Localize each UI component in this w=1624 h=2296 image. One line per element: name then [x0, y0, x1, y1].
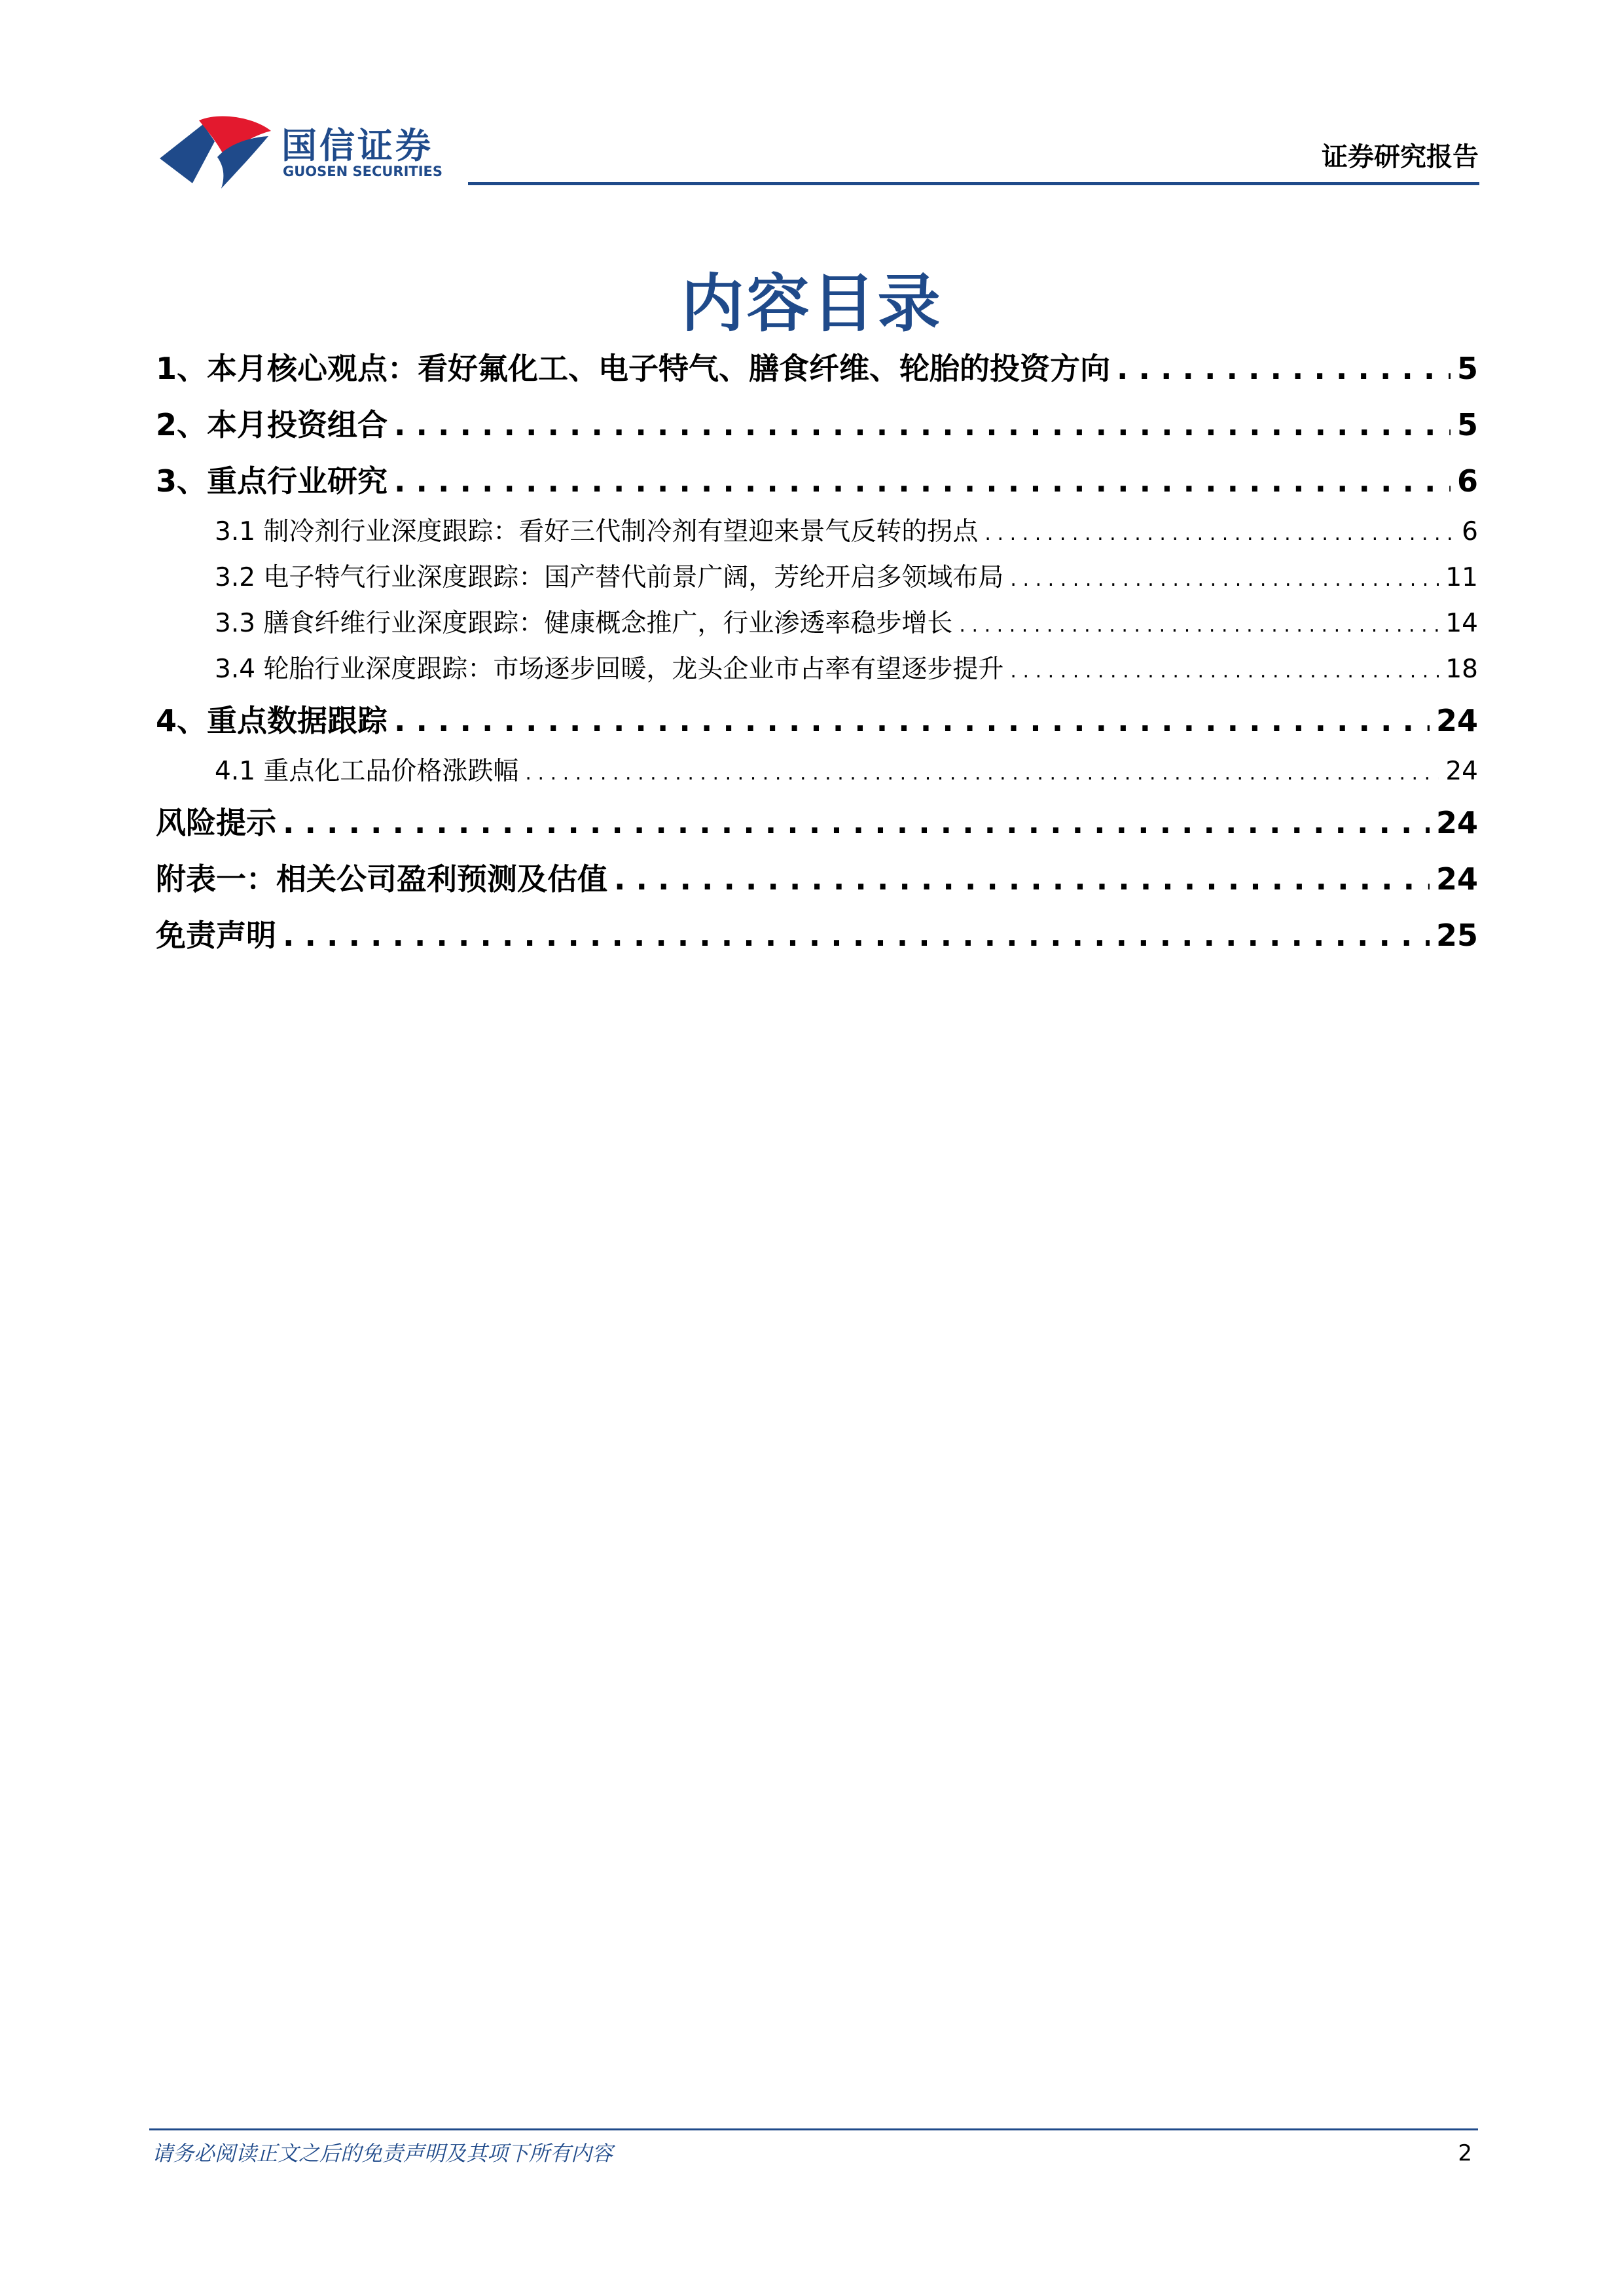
footer-divider: [149, 2128, 1478, 2130]
toc-entry[interactable]: [156, 749, 1478, 795]
toc-leader-dots: [283, 907, 1430, 963]
toc-entry[interactable]: [156, 509, 1478, 555]
toc-entry-page: 24: [1435, 703, 1478, 738]
toc-leader-dots: [283, 795, 1430, 851]
toc-entry[interactable]: [156, 647, 1478, 692]
toc-entry-label: 3.3 膳食纤维行业深度跟踪：健康概念推广，行业渗透率稳步增长: [215, 609, 953, 638]
toc-entry-label: 3、重点行业研究: [156, 463, 388, 499]
logo-english-name: GUOSEN SECURITIES: [283, 164, 443, 179]
toc-entry-label: 3.2 电子特气行业深度跟踪：国产替代前景广阔，芳纶开启多领域布局: [215, 563, 1004, 592]
table-of-contents: [156, 340, 1478, 963]
header-divider: [468, 182, 1479, 185]
toc-entry[interactable]: [156, 601, 1478, 647]
toc-leader-dots: [394, 692, 1430, 749]
toc-entry-page: 24: [1435, 861, 1478, 897]
toc-entry-page: 5: [1456, 407, 1478, 442]
toc-entry-page: 24: [1435, 805, 1478, 840]
toc-entry[interactable]: [156, 453, 1478, 509]
footer-disclaimer: 请务必阅读正文之后的免责声明及其项下所有内容: [152, 2141, 613, 2166]
guosen-logo: [157, 113, 445, 191]
toc-entry-label: 免责声明: [156, 918, 276, 953]
toc-entry-label: 2、本月投资组合: [156, 407, 388, 442]
toc-leader-dots: [1010, 649, 1439, 694]
toc-entry[interactable]: [156, 555, 1478, 601]
toc-entry[interactable]: [156, 795, 1478, 851]
toc-entry-label: 4、重点数据跟踪: [156, 703, 388, 738]
toc-leader-dots: [394, 397, 1451, 453]
guosen-logo-icon: [157, 113, 275, 191]
report-type-label: 证券研究报告: [1322, 142, 1479, 172]
toc-entry[interactable]: [156, 692, 1478, 749]
toc-entry-page: 5: [1456, 351, 1478, 386]
toc-leader-dots: [1010, 557, 1439, 603]
toc-entry-page: 24: [1445, 757, 1478, 786]
toc-entry-label: 风险提示: [156, 805, 276, 840]
toc-entry-page: 25: [1435, 918, 1478, 953]
toc-entry-page: 18: [1445, 655, 1478, 684]
toc-leader-dots: [984, 511, 1455, 557]
toc-entry-label: 附表一：相关公司盈利预测及估值: [156, 861, 607, 897]
toc-leader-dots: [614, 851, 1430, 907]
toc-entry-page: 14: [1445, 609, 1478, 638]
logo-chinese-name: 国信证券: [281, 125, 433, 166]
toc-leader-dots: [394, 453, 1451, 509]
toc-entry-label: 1、本月核心观点：看好氟化工、电子特气、膳食纤维、轮胎的投资方向: [156, 351, 1111, 386]
toc-entry-label: 3.4 轮胎行业深度跟踪：市场逐步回暖，龙头企业市占率有望逐步提升: [215, 655, 1004, 684]
toc-entry-page: 6: [1456, 463, 1478, 499]
toc-entry-label: 4.1 重点化工品价格涨跌幅: [215, 757, 519, 786]
page-number: 2: [1458, 2140, 1472, 2166]
toc-entry[interactable]: [156, 907, 1478, 963]
toc-entry-page: 6: [1462, 517, 1478, 547]
toc-entry[interactable]: [156, 851, 1478, 907]
toc-leader-dots: [525, 751, 1439, 797]
toc-entry[interactable]: [156, 340, 1478, 397]
toc-title: 内容目录: [681, 267, 943, 340]
toc-leader-dots: [959, 603, 1439, 649]
toc-entry[interactable]: [156, 397, 1478, 453]
toc-entry-label: 3.1 制冷剂行业深度跟踪：看好三代制冷剂有望迎来景气反转的拐点: [215, 517, 979, 547]
toc-entry-page: 11: [1445, 563, 1478, 592]
toc-leader-dots: [1117, 340, 1451, 397]
